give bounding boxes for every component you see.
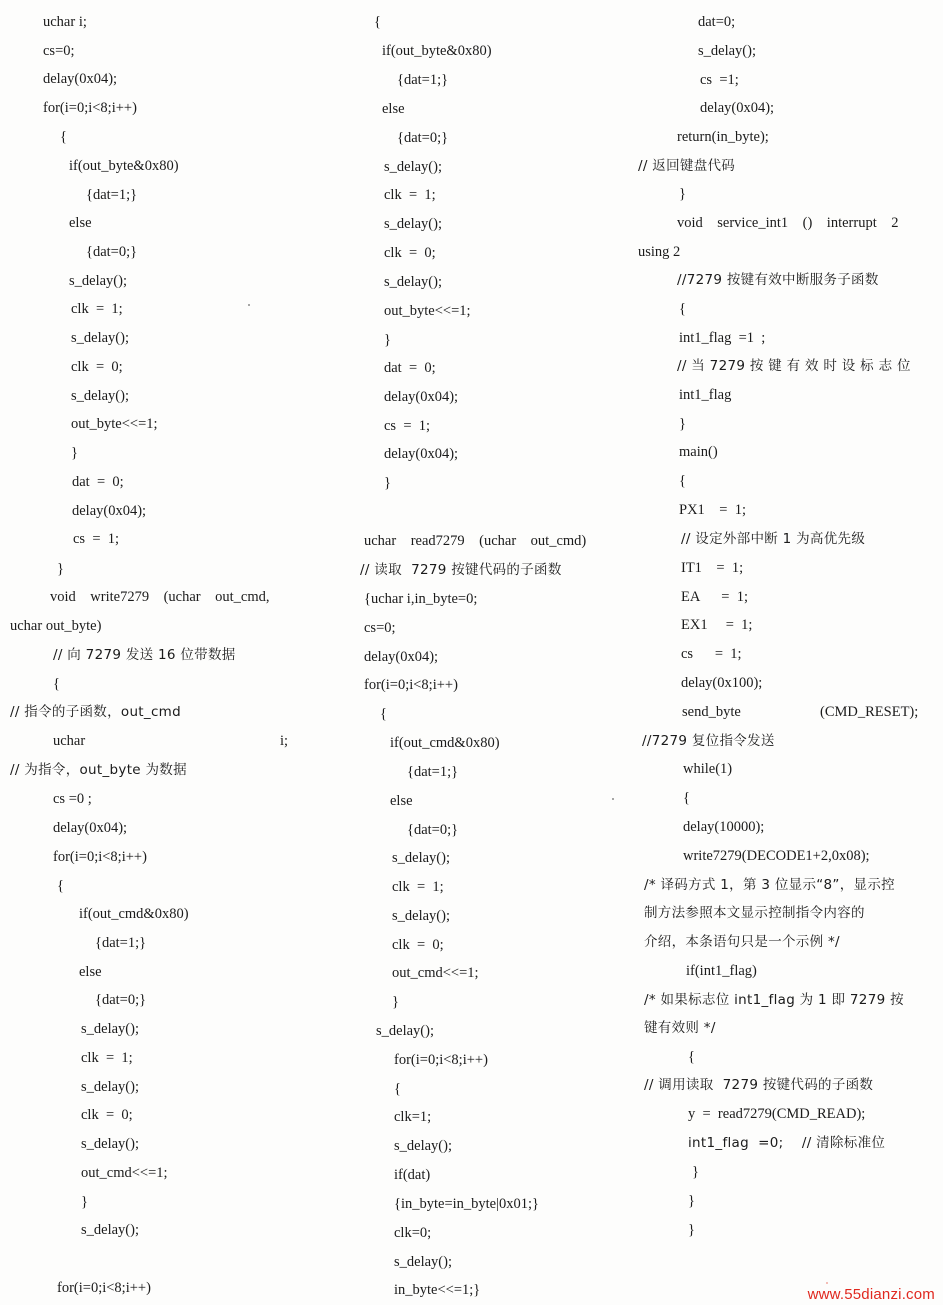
code-line: s_delay();: [69, 273, 127, 289]
code-line: {: [53, 676, 60, 692]
code-line: // 向 7279 发送 16 位带数据: [53, 647, 236, 663]
code-line: s_delay();: [376, 1023, 434, 1039]
code-line: {dat=0;}: [407, 822, 459, 838]
code-line: else: [382, 101, 405, 117]
code-line: else: [390, 793, 413, 809]
code-line: if(out_byte&0x80): [69, 158, 179, 174]
code-line: write7279(DECODE1+2,0x08);: [683, 848, 870, 864]
code-line: uchar read7279 (uchar out_cmd): [364, 533, 587, 549]
code-line: {dat=1;}: [397, 72, 449, 88]
code-line: s_delay();: [81, 1079, 139, 1095]
code-line: // 返回键盘代码: [638, 158, 736, 174]
code-line: }: [384, 332, 391, 348]
code-line: }: [71, 445, 78, 461]
code-line: {: [683, 790, 690, 806]
code-line: 制方法参照本文显示控制指令内容的: [644, 905, 865, 921]
code-line: clk = 1;: [71, 301, 123, 317]
code-line: else: [69, 215, 92, 231]
code-line: // 调用读取 7279 按键代码的子函数: [644, 1077, 874, 1093]
code-line: /* 如果标志位 int1_flag 为 1 即 7279 按: [644, 992, 904, 1008]
code-line: for(i=0;i<8;i++): [43, 100, 137, 116]
code-line: delay(0x04);: [53, 820, 128, 836]
code-line: in_byte<<=1;}: [394, 1282, 481, 1298]
code-line: clk = 0;: [71, 359, 123, 375]
code-line: delay(0x100);: [681, 675, 763, 691]
code-line: EX1 = 1;: [681, 617, 753, 633]
code-line: }: [392, 994, 399, 1010]
code-line: y = read7279(CMD_READ);: [688, 1106, 866, 1122]
scan-speck: [612, 798, 614, 800]
code-line: int1_flag =1 ;: [679, 330, 766, 346]
code-line: EA = 1;: [681, 589, 748, 605]
code-line: s_delay();: [392, 908, 450, 924]
code-line: return(in_byte);: [677, 129, 769, 145]
code-line: {: [688, 1049, 695, 1065]
code-line: }: [57, 561, 64, 577]
code-line: if(out_byte&0x80): [382, 43, 492, 59]
code-line: s_delay();: [392, 850, 450, 866]
code-line: PX1 = 1;: [679, 502, 746, 518]
code-line: // 为指令，out_byte 为数据: [10, 762, 187, 778]
code-line: while(1): [683, 761, 733, 777]
code-line: delay(10000);: [683, 819, 765, 835]
scan-speck: [826, 1282, 828, 1284]
code-line: if(int1_flag): [686, 963, 757, 979]
code-line: for(i=0;i<8;i++): [53, 849, 147, 865]
scan-speck: [248, 304, 250, 306]
code-line: clk = 0;: [384, 245, 436, 261]
code-line: {dat=0;}: [86, 244, 138, 260]
code-line: {: [679, 301, 686, 317]
code-line: // 指令的子函数，out_cmd: [10, 704, 181, 720]
code-line: void write7279 (uchar out_cmd,: [50, 589, 270, 605]
code-line: out_cmd<<=1;: [392, 965, 479, 981]
code-line: if(dat): [394, 1167, 431, 1183]
code-line: cs = 1;: [73, 531, 120, 547]
code-line: {dat=0;}: [397, 130, 449, 146]
code-line: }: [679, 416, 686, 432]
code-line: IT1 = 1;: [681, 560, 744, 576]
code-line: s_delay();: [698, 43, 756, 59]
code-line: s_delay();: [71, 330, 129, 346]
code-line: uchar: [53, 733, 86, 749]
code-line: out_byte<<=1;: [71, 416, 158, 432]
code-line: s_delay();: [81, 1021, 139, 1037]
code-line: clk=0;: [394, 1225, 432, 1241]
code-line: clk = 1;: [81, 1050, 133, 1066]
code-line: {dat=1;}: [86, 187, 138, 203]
code-line: int1_flag: [679, 387, 732, 403]
code-line: for(i=0;i<8;i++): [57, 1280, 151, 1296]
code-line: {dat=0;}: [95, 992, 147, 1008]
code-line: uchar out_byte): [10, 618, 102, 634]
code-line: cs = 1;: [384, 418, 431, 434]
code-line: }: [679, 186, 686, 202]
code-line: s_delay();: [384, 274, 442, 290]
code-line: delay(0x04);: [384, 446, 459, 462]
code-line: {: [380, 706, 387, 722]
code-line: delay(0x04);: [364, 649, 439, 665]
code-line: }: [688, 1193, 695, 1209]
code-line: if(out_cmd&0x80): [390, 735, 500, 751]
code-line: }: [384, 475, 391, 491]
code-line: clk = 0;: [392, 937, 444, 953]
code-line: clk = 1;: [392, 879, 444, 895]
code-line: cs=0;: [364, 620, 396, 636]
code-line: dat=0;: [698, 14, 736, 30]
code-line: s_delay();: [384, 159, 442, 175]
code-line: uchar i;: [43, 14, 87, 30]
code-line: delay(0x04);: [384, 389, 459, 405]
code-line: s_delay();: [384, 216, 442, 232]
code-line: 键有效则 */: [644, 1020, 716, 1036]
code-line: clk = 0;: [81, 1107, 133, 1123]
code-line: for(i=0;i<8;i++): [394, 1052, 488, 1068]
code-line: {in_byte=in_byte|0x01;}: [394, 1196, 540, 1212]
code-line: void service_int1 () interrupt 2: [677, 215, 899, 231]
code-line: dat = 0;: [72, 474, 124, 490]
code-line: cs =1;: [700, 72, 739, 88]
code-line: else: [79, 964, 102, 980]
code-line: delay(0x04);: [72, 503, 147, 519]
code-line: // 设定外部中断 1 为高优先级: [681, 531, 866, 547]
code-line: for(i=0;i<8;i++): [364, 677, 458, 693]
code-line: s_delay();: [394, 1254, 452, 1270]
code-line: if(out_cmd&0x80): [79, 906, 189, 922]
code-line: //7279 复位指令发送: [642, 733, 775, 749]
code-line: }: [692, 1164, 699, 1180]
code-line: int1_flag =0; // 清除标准位: [688, 1135, 886, 1151]
code-line: using 2: [638, 244, 681, 260]
code-line: {: [394, 1081, 401, 1097]
code-line: {: [60, 129, 67, 145]
code-line: // 读取 7279 按键代码的子函数: [360, 562, 562, 578]
code-line: main(): [679, 444, 718, 460]
code-line: }: [81, 1194, 88, 1210]
code-line: delay(0x04);: [43, 71, 118, 87]
code-line: out_cmd<<=1;: [81, 1165, 168, 1181]
code-line: dat = 0;: [384, 360, 436, 376]
site-watermark: www.55dianzi.com: [807, 1286, 935, 1303]
code-line: s_delay();: [394, 1138, 452, 1154]
code-line: {: [679, 473, 686, 489]
code-line: /* 译码方式 1，第 3 位显示“8”，显示控: [644, 877, 895, 893]
code-line: {dat=1;}: [407, 764, 459, 780]
code-line: //7279 按键有效中断服务子函数: [677, 272, 879, 288]
code-line: clk=1;: [394, 1109, 432, 1125]
code-line: {: [374, 14, 381, 30]
code-line: // 当 7279 按 键 有 效 时 设 标 志 位: [677, 358, 911, 374]
code-line: }: [688, 1222, 695, 1238]
code-column-2: [352, 0, 630, 1305]
code-line: cs=0;: [43, 43, 75, 59]
code-line: out_byte<<=1;: [384, 303, 471, 319]
code-line: i;: [280, 733, 289, 749]
code-line: s_delay();: [81, 1222, 139, 1238]
code-line: s_delay();: [81, 1136, 139, 1152]
code-line: cs = 1;: [681, 646, 742, 662]
code-line: cs =0 ;: [53, 791, 92, 807]
code-line: delay(0x04);: [700, 100, 775, 116]
code-line: (CMD_RESET);: [820, 704, 919, 720]
code-line: s_delay();: [71, 388, 129, 404]
code-line: send_byte: [682, 704, 741, 720]
code-line: {: [57, 878, 64, 894]
code-line: 介绍，本条语句只是一个示例 */: [644, 934, 840, 950]
code-column-1: [0, 0, 330, 1305]
code-line: {dat=1;}: [95, 935, 147, 951]
code-column-3: [630, 0, 943, 1305]
code-line: {uchar i,in_byte=0;: [364, 591, 478, 607]
code-line: clk = 1;: [384, 187, 436, 203]
